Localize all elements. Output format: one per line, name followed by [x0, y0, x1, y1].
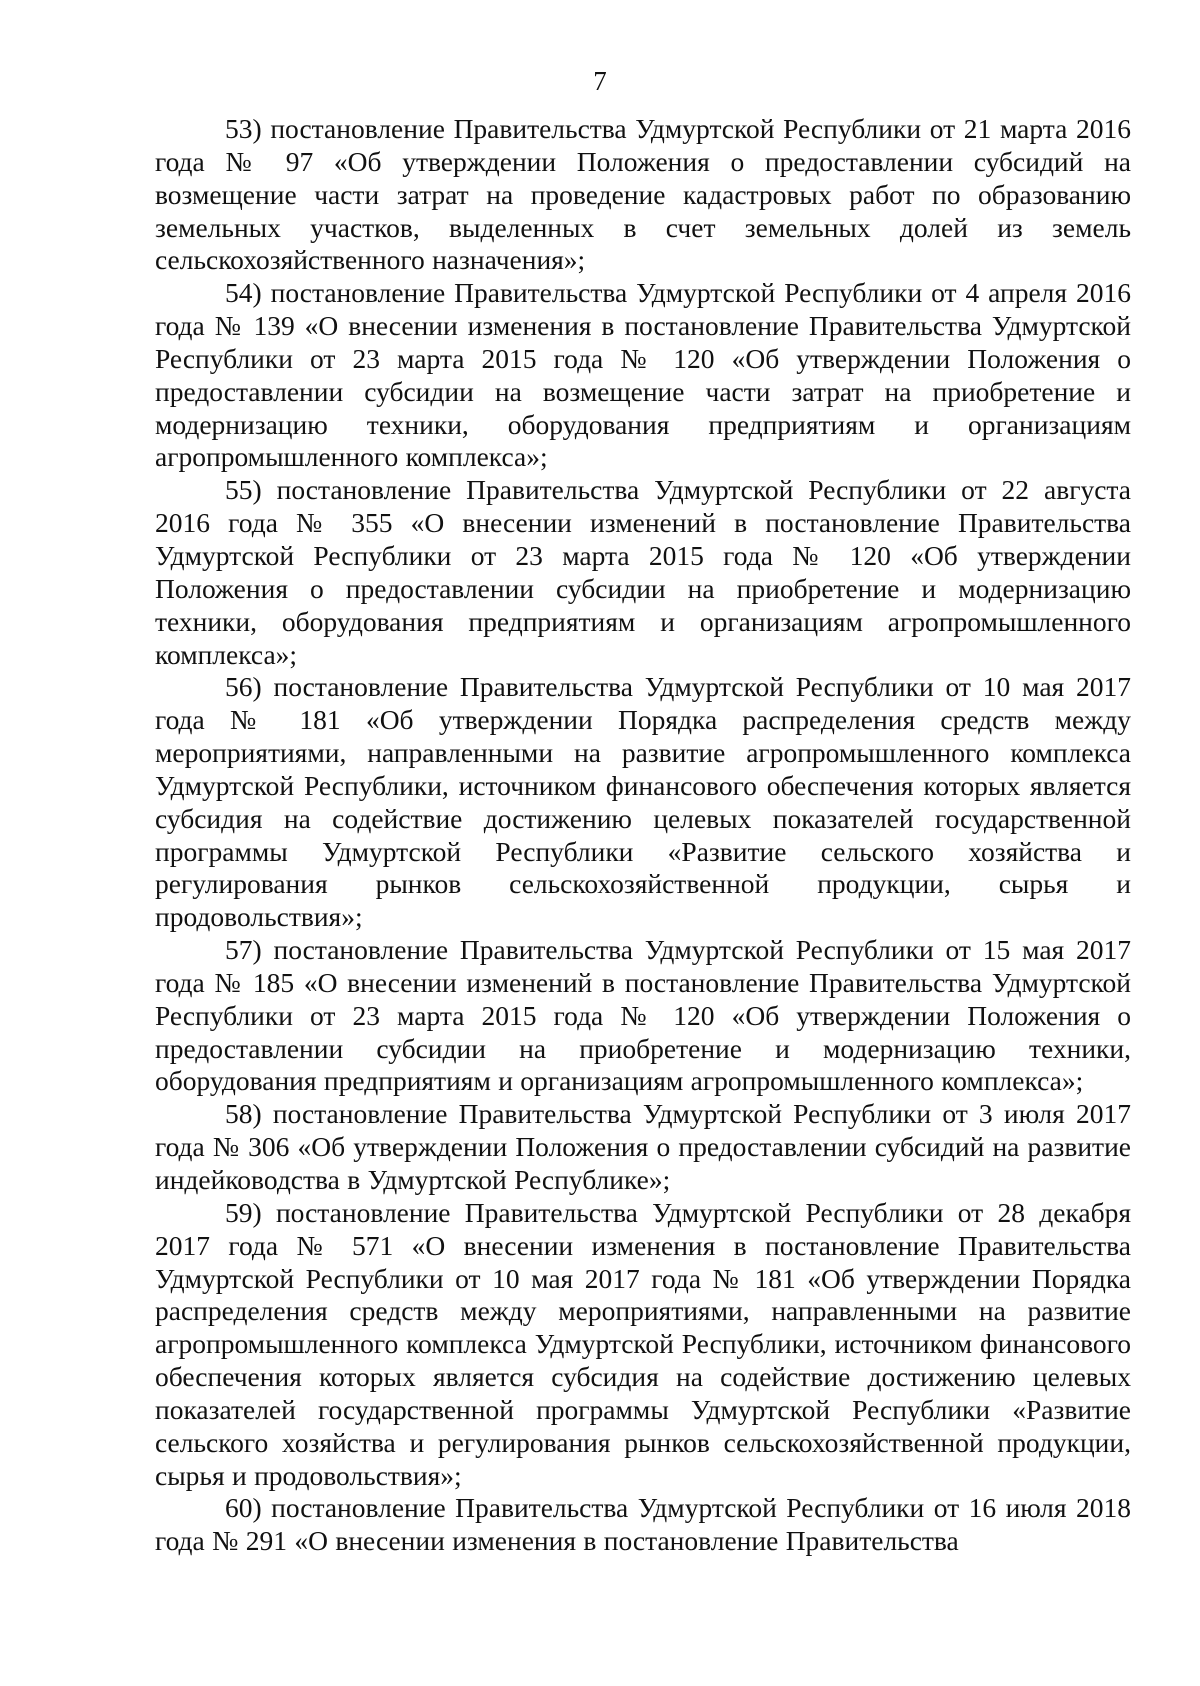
list-item-58: 58) постановление Правительства Удмуртской Республики от 3 июля 2017 года № 306 «Об утверждении Положения о предоставлении субсидий на развитие индейководства в Удмуртской Республике»; [155, 1098, 1131, 1195]
list-item-55: 55) постановление Правительства Удмуртской Республики от 22 августа 2016 года № 355 «О внесении изменений в постановление Правительства Удмуртской Республики от 23 марта 2015 года № 120 «Об утверждении Положения о предоставлении субсидии на приобретение и модернизацию техники, оборудования предприятиям и организациям агропромышленного комплекса»; [155, 474, 1131, 670]
list-item-60: 60) постановление Правительства Удмуртской Республики от 16 июля 2018 года № 291 «О внесении изменения в постановление Правительства [155, 1492, 1131, 1557]
list-item-56: 56) постановление Правительства Удмуртской Республики от 10 мая 2017 года № 181 «Об утверждении Порядка распределения средств между мероприятиями, направленными на развитие агропромышленного комплекса Удмуртской Республики, источником финансового обеспечения которых является субсидия на содействие достижению целевых показателей государственной программы Удмуртской Республики «Развитие сельского хозяйства и регулирования рынков сельскохозяйственной продукции, сырья и продовольствия»; [155, 671, 1131, 933]
list-item-53: 53) постановление Правительства Удмуртской Республики от 21 марта 2016 года № 97 «Об утверждении Положения о предоставлении субсидий на возмещение части затрат на проведение кадастровых работ по образованию земельных участков, выделенных в счет земельных долей из земель сельскохозяйственного назначения»; [155, 113, 1131, 276]
list-item-57: 57) постановление Правительства Удмуртской Республики от 15 мая 2017 года № 185 «О внесении изменений в постановление Правительства Удмуртской Республики от 23 марта 2015 года № 120 «Об утверждении Положения о предоставлении субсидии на приобретение и модернизацию техники, оборудования предприятиям и организациям агропромышленного комплекса»; [155, 934, 1131, 1097]
page-number: 7 [593, 66, 607, 96]
list-item-59: 59) постановление Правительства Удмуртской Республики от 28 декабря 2017 года № 571 «О внесении изменения в постановление Правительства Удмуртской Республики от 10 мая 2017 года № 181 «Об утверждении Порядка распределения средств между мероприятиями, направленными на развитие агропромышленного комплекса Удмуртской Республики, источником финансового обеспечения которых является субсидия на содействие достижению целевых показателей государственной программы Удмуртской Республики «Развитие сельского хозяйства и регулирования рынков сельскохозяйственной продукции, сырья и продовольствия»; [155, 1196, 1131, 1491]
list-item-54: 54) постановление Правительства Удмуртской Республики от 4 апреля 2016 года № 139 «О внесении изменения в постановление Правительства Удмуртской Республики от 23 марта 2015 года № 120 «Об утверждении Положения о предоставлении субсидии на возмещение части затрат на приобретение и модернизацию техники, оборудования предприятиям и организациям агропромышленного комплекса»; [155, 277, 1131, 473]
document-body [155, 113, 1131, 1558]
